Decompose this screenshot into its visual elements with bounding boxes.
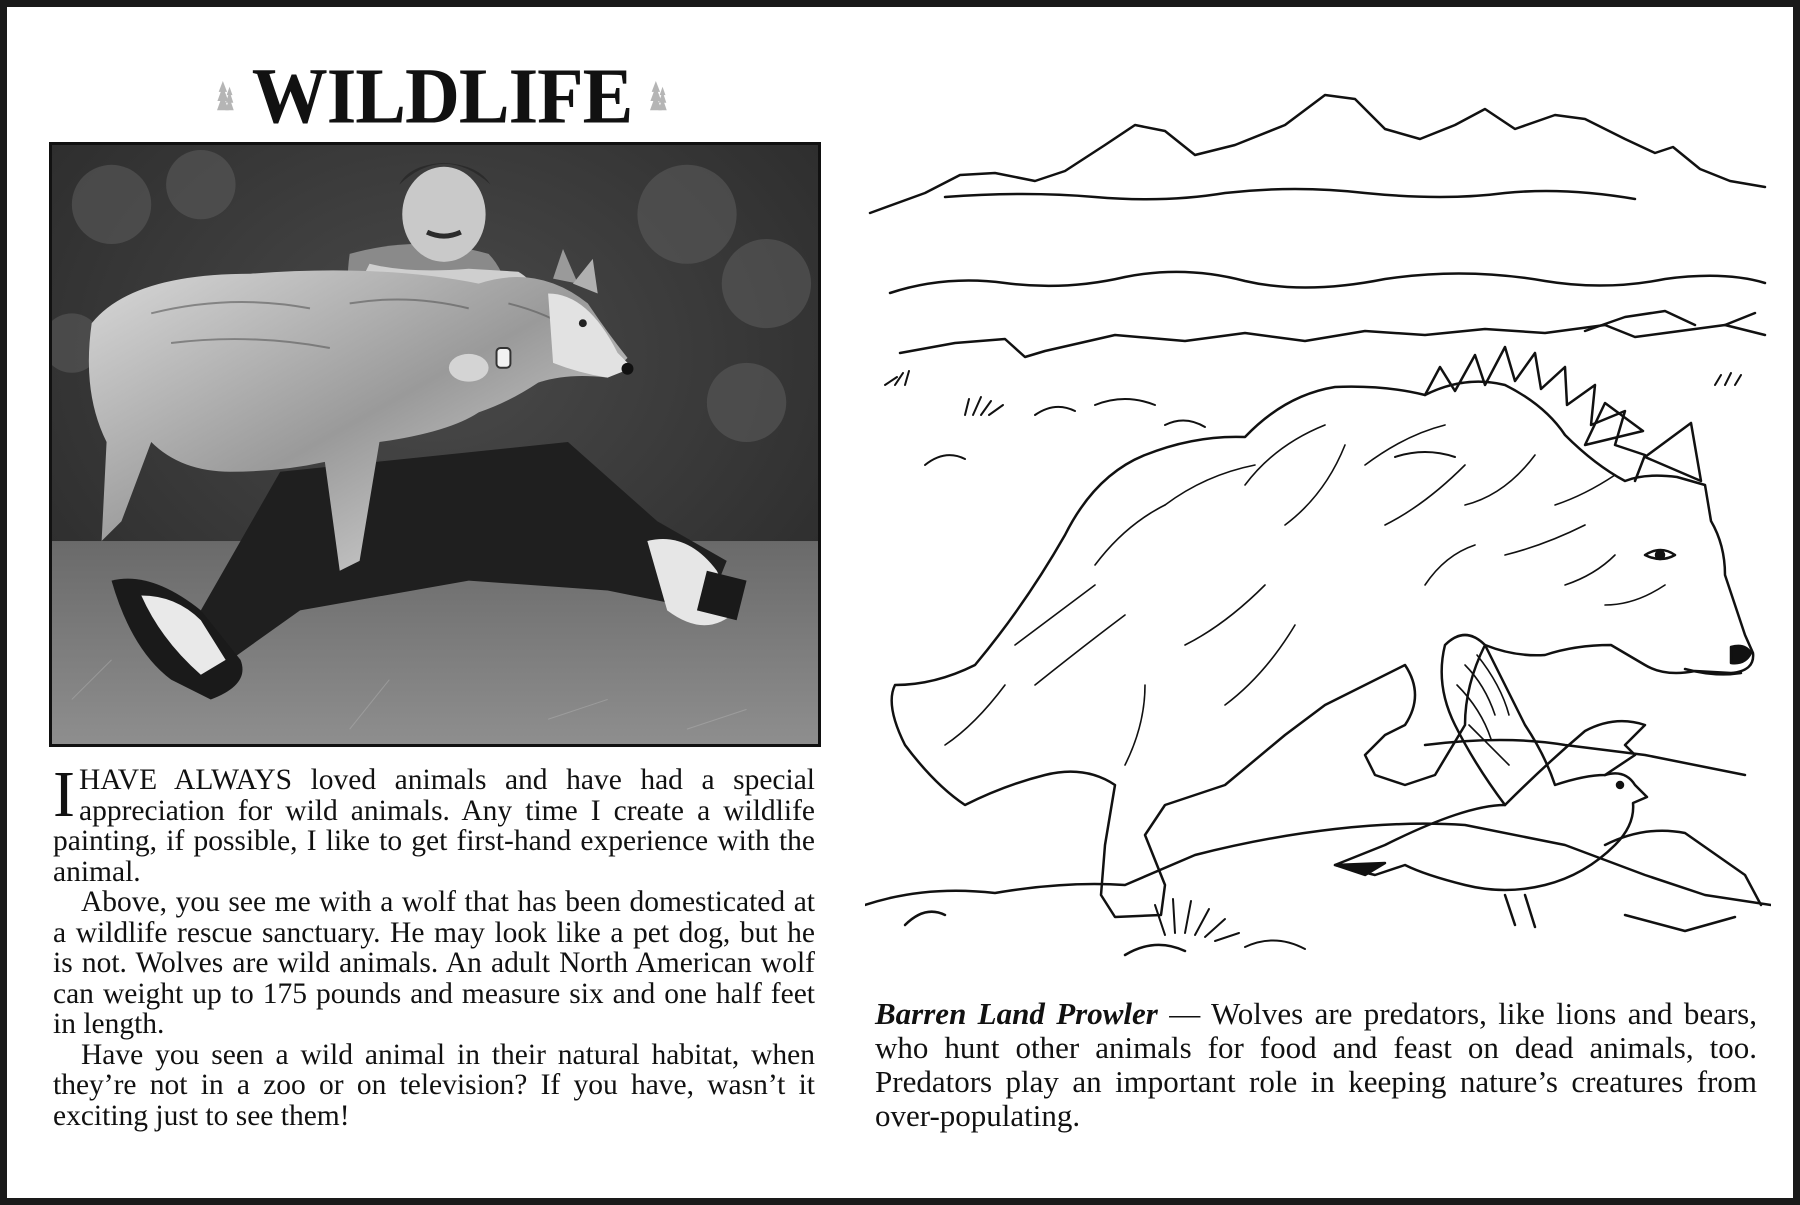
pine-trees-icon bbox=[217, 56, 234, 136]
article-paragraph-1 bbox=[53, 758, 815, 888]
wolf-and-ptarmigan-line-drawing bbox=[865, 85, 1771, 983]
caption-title: Barren Land Prowler bbox=[875, 996, 1158, 1031]
article-paragraph-2: Above, you see me with a wolf that has been domesticated at a wildlife rescue sanctuary. He may look like a pet dog, but he is not. Wolves are wild animals. An adult North American wolf can weight up to 175 pounds and measure six and one half feet in length. bbox=[53, 886, 815, 1040]
caption-dash: — bbox=[1157, 996, 1211, 1031]
lead-in: HAVE ALWAYS bbox=[78, 764, 293, 796]
paragraph-1-rest: loved animals and have had a special appreciation for wild animals. Any time I create a wildlife painting, if possible, I like to get first-hand experience with the animal. bbox=[53, 764, 815, 888]
photo-man-with-wolf bbox=[49, 142, 821, 747]
page-title: WILDLIFE bbox=[251, 51, 633, 141]
pine-trees-icon bbox=[650, 56, 667, 136]
caption-text: Wolves are predators, like lions and bears, who hunt other animals for food and feast on dead animals, too. Predators play an important role in keeping nature’s creatures from over-populating. bbox=[875, 996, 1757, 1133]
article-paragraph-3: Have you seen a wild animal in their natural habitat, when they’re not in a zoo or on television? If you have, wasn’t it exciting just to see them! bbox=[53, 1038, 815, 1132]
drawing-caption bbox=[875, 997, 1757, 1133]
article-text bbox=[53, 758, 815, 1132]
drop-cap: I bbox=[53, 758, 75, 831]
page-header bbox=[217, 51, 667, 141]
